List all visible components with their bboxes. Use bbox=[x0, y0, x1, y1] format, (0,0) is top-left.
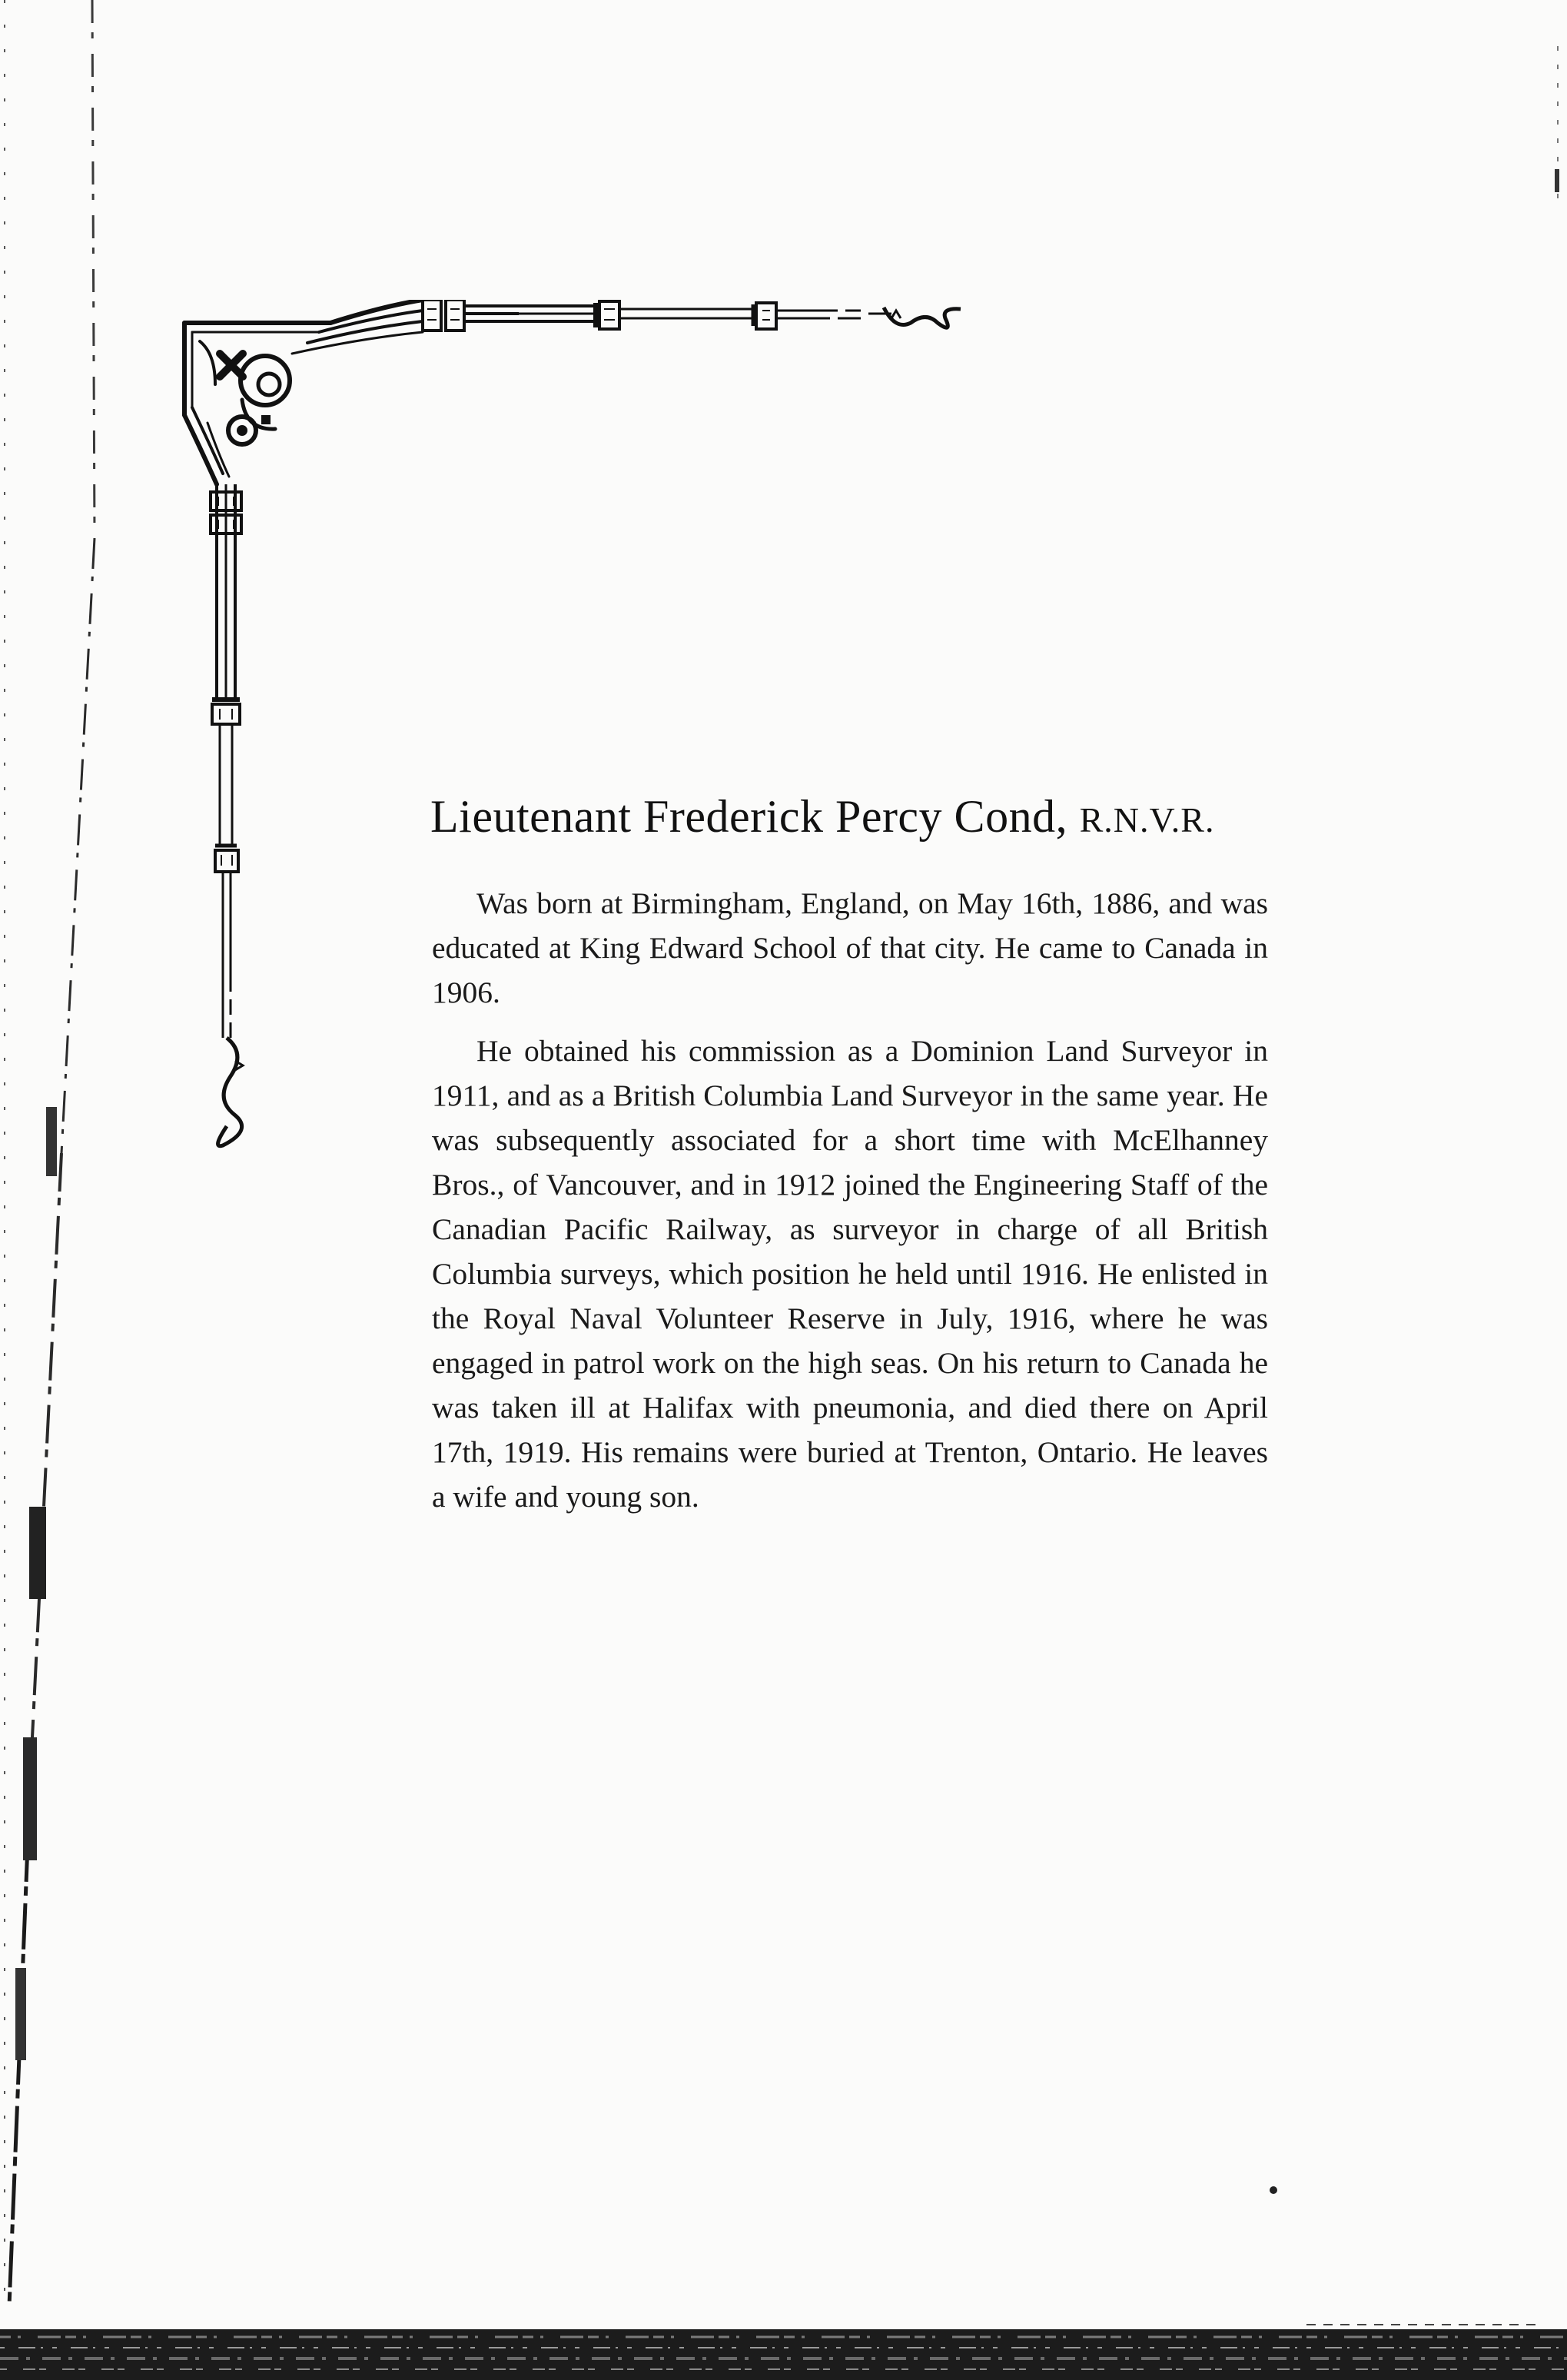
page-title bbox=[430, 786, 1353, 851]
biography-text bbox=[432, 881, 1268, 1519]
officer-rank: R.N.V.R. bbox=[1079, 800, 1215, 839]
binding-edge-shadow bbox=[0, 0, 108, 2380]
officer-name: Lieutenant Frederick Percy Cond, bbox=[430, 791, 1068, 842]
biography-paragraph-birth: Was born at Birmingham, England, on May 16th, 1886, and was educated at King Edward School of that city. He came to Canada in 1906. bbox=[432, 886, 1268, 1009]
scan-speck bbox=[1270, 2186, 1277, 2194]
biography-paragraph-career: He obtained his commission as a Dominion Land Surveyor in 1911, and as a British Columbia Land Surveyor in the same year. He was subsequently associated for a short time with McElhanney Bros., of Vancouver, and in 1912 joined the Engineering Staff of the Canadian Pacific Railway, as surveyor in charge of all British Columbia surveys, which position he held until 1916. He enlisted in the Royal Naval Volunteer Reserve in July, 1916, where he was engaged in patrol work on the high seas. On his return to Canada he was taken ill at Halifax with pneumonia, and died there on April 17th, 1919. His remains were buried at Trenton, Ontario. He leaves a wife and young son. bbox=[432, 1034, 1268, 1514]
scan-bottom-band bbox=[0, 2306, 1567, 2380]
scan-specks bbox=[1544, 46, 1567, 200]
